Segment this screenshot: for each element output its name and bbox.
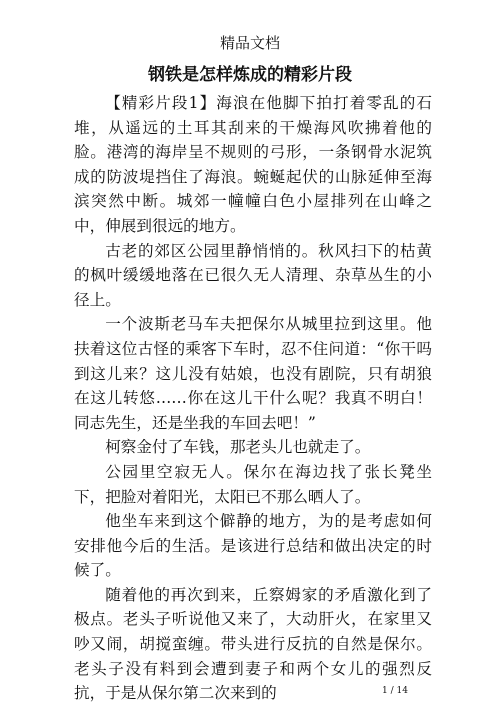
paragraph: 他坐车来到这个僻静的地方，为的是考虑如何安排他今后的生活。是该进行总结和做出决定的时候了。	[74, 512, 432, 580]
paragraph: 【精彩片段1】海浪在他脚下拍打着零乱的石堆，从遥远的土耳其刮来的干燥海风吹拂着他的脸。港湾的海岸呈不规则的弓形，一条钢骨水泥筑成的防波堤挡住了海浪。蜿蜒起伏的山脉延伸至海滨突然中断。城郊一幢幢白色小屋排列在山峰之中，伸展到很远的地方。	[74, 94, 432, 235]
document-body	[74, 91, 432, 706]
page-header: 精品文档	[219, 34, 280, 52]
paragraph: 古老的郊区公园里静悄悄的。秋风扫下的枯黄的枫叶缓缓地落在已很久无人清理、杂草丛生的小径上。	[74, 241, 432, 309]
page-number: 1 / 14	[382, 686, 408, 696]
paragraph: 一个波斯老马车夫把保尔从城里拉到这里。他扶着这位古怪的乘客下车时，忍不住问道：“你干吗到这儿来？这儿没有姑娘，也没有剧院，只有胡狼在这儿转悠……你在这儿干什么呢？我真不明白！同志先生，还是坐我的车回去吧！”	[74, 315, 432, 432]
paragraph: 公园里空寂无人。保尔在海边找了张长凳坐下，把脸对着阳光，太阳已不那么晒人了。	[74, 462, 432, 506]
paragraph: 随着他的再次到来，丘察姆家的矛盾激化到了极点。老头子听说他又来了，大动肝火，在家里又吵又闹，胡搅蛮缠。带头进行反抗的自然是保尔。老头子没有料到会遭到妻子和两个女儿的强烈反抗，于是从保尔第二次来到的	[74, 585, 432, 703]
paragraph: 柯察金付了车钱，那老头儿也就走了。	[105, 438, 371, 457]
document-title: 钢铁是怎样炼成的精彩片段	[148, 65, 352, 85]
